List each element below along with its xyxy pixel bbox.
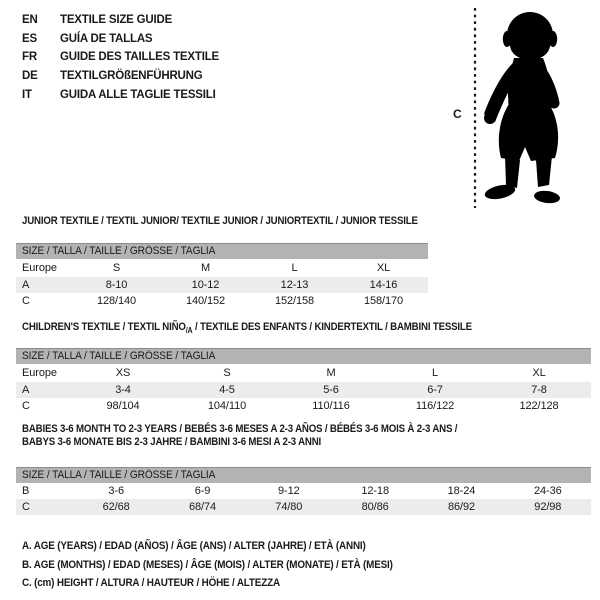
footnote-height-cm: C. (cm) HEIGHT / ALTURA / HAUTEUR / HÖHE / ALTEZZA <box>22 577 280 590</box>
table-cell: 116/122 <box>415 399 455 412</box>
table-cell: 8-10 <box>72 277 161 293</box>
table-cell: 74/80 <box>246 499 332 515</box>
table-cell: 62/68 <box>73 499 159 515</box>
table-cell: 12-13 <box>250 277 339 293</box>
row-label: B <box>22 484 30 497</box>
table-row-age <box>16 382 591 398</box>
table-cell: 12-18 <box>361 484 389 497</box>
table-cell: 9-12 <box>278 484 300 497</box>
toddler-silhouette-icon <box>481 8 577 208</box>
region-label: Europe <box>22 366 57 379</box>
size-header-text: SIZE / TALLA / TAILLE / GRÖSSE / TAGLIA <box>22 350 216 363</box>
guide-title-it: GUIDA ALLE TAGLIE TESSILI <box>60 88 216 101</box>
size-col-header: S <box>223 366 231 379</box>
size-header-bar <box>16 244 428 259</box>
size-col-header: S <box>112 261 121 274</box>
legend-footnotes <box>22 537 434 593</box>
children-title-part2: / TEXTILE DES ENFANTS / KINDERTEXTIL / BAMBINI TESSILE <box>192 321 472 333</box>
language-row-en <box>22 11 219 30</box>
language-title-list <box>22 11 219 104</box>
table-cell: 3-6 <box>108 484 124 497</box>
size-col-header: M <box>326 366 336 379</box>
table-cell: 80/86 <box>332 499 418 515</box>
table-cell: 7-8 <box>487 382 591 398</box>
language-code: ES <box>22 32 37 45</box>
table-row-months <box>16 483 591 499</box>
table-cell: 10-12 <box>161 277 250 293</box>
table-cell: 140/152 <box>185 294 226 307</box>
language-code: EN <box>22 14 38 27</box>
babies-size-table <box>16 467 591 515</box>
table-row-height <box>16 293 428 309</box>
table-cell: 5-6 <box>279 382 383 398</box>
language-row-fr <box>22 48 219 67</box>
table-cell: 152/158 <box>274 294 315 307</box>
language-code: IT <box>22 88 32 101</box>
region-label: Europe <box>22 261 57 274</box>
size-header-text: SIZE / TALLA / TAILLE / GRÖSSE / TAGLIA <box>22 245 216 258</box>
language-row-de <box>22 67 219 86</box>
table-cell: 6-9 <box>194 484 211 497</box>
row-label: C <box>22 294 30 307</box>
babies-title-line1: BABIES 3-6 MONTH TO 2-3 YEARS / BEBÉS 3-6 MESES A 2-3 AÑOS / BÉBÉS 3-6 MOIS À 2-3 ANS / <box>22 423 458 435</box>
table-cell: 122/128 <box>519 399 559 412</box>
junior-section-title: JUNIOR TEXTILE / TEXTIL JUNIOR/ TEXTILE JUNIOR / JUNIORTEXTIL / JUNIOR TESSILE <box>22 215 418 227</box>
table-cell: 110/116 <box>312 399 350 412</box>
table-cell: 158/170 <box>363 294 404 307</box>
footnote-age-years: A. AGE (YEARS) / EDAD (AÑOS) / ÂGE (ANS) / ALTER (JAHRE) / ETÀ (ANNI) <box>22 540 366 552</box>
babies-title-line2: BABYS 3-6 MONATE BIS 2-3 JAHRE / BAMBINI 3-6 MESI A 2-3 ANNI <box>22 436 322 448</box>
size-col-header: XL <box>376 261 391 274</box>
children-title-subscript: /A <box>185 325 193 335</box>
row-label: C <box>22 399 30 412</box>
row-label: A <box>16 382 71 398</box>
dashed-measure-line <box>473 8 477 208</box>
footnote-age-months: B. AGE (MONTHS) / EDAD (MESES) / ÂGE (MOIS) / ALTER (MONATE) / ETÀ (MESI) <box>22 558 393 571</box>
size-col-header: XL <box>532 366 546 379</box>
size-col-header: L <box>291 261 298 274</box>
table-row-age <box>16 277 428 293</box>
table-cell: 24-36 <box>534 484 562 497</box>
children-size-table <box>16 348 591 414</box>
language-code: FR <box>22 51 37 64</box>
table-cell: 86/92 <box>418 499 504 515</box>
height-measure-label: C <box>453 107 462 121</box>
language-row-es <box>22 30 219 49</box>
language-code: DE <box>22 70 38 83</box>
babies-section-title <box>22 423 457 449</box>
table-cell: 3-4 <box>71 382 175 398</box>
guide-title-de: TEXTILGRÖßENFÜHRUNG <box>60 70 203 83</box>
size-col-header: L <box>431 366 439 379</box>
junior-size-table <box>16 243 428 309</box>
table-cell: 104/110 <box>207 399 247 412</box>
size-header-bar <box>16 349 591 364</box>
table-cell: 18-24 <box>447 484 476 497</box>
children-title-part1: CHILDREN'S TEXTILE / TEXTIL NIÑO <box>22 321 186 333</box>
table-cell: 128/140 <box>96 294 137 307</box>
size-col-header: M <box>200 261 211 274</box>
size-header-bar <box>16 468 591 483</box>
table-row-height <box>16 398 591 414</box>
guide-title-fr: GUIDE DES TAILLES TEXTILE <box>60 51 219 64</box>
table-cell: 98/104 <box>106 399 140 412</box>
table-cell: 14-16 <box>339 277 428 293</box>
guide-title-en: TEXTILE SIZE GUIDE <box>60 14 173 27</box>
table-cell: 6-7 <box>383 382 487 398</box>
size-col-header: XS <box>115 366 131 379</box>
table-cell: 68/74 <box>159 499 245 515</box>
table-cell: 4-5 <box>175 382 279 398</box>
guide-title-es: GUÍA DE TALLAS <box>60 32 153 45</box>
language-row-it <box>22 85 219 104</box>
row-label: C <box>16 499 73 515</box>
table-row-height <box>16 499 591 515</box>
size-header-text: SIZE / TALLA / TAILLE / GRÖSSE / TAGLIA <box>22 469 216 482</box>
row-label: A <box>16 277 72 293</box>
height-measure-figure <box>450 0 600 215</box>
children-section-title <box>22 321 472 334</box>
table-cell: 92/98 <box>505 499 591 515</box>
